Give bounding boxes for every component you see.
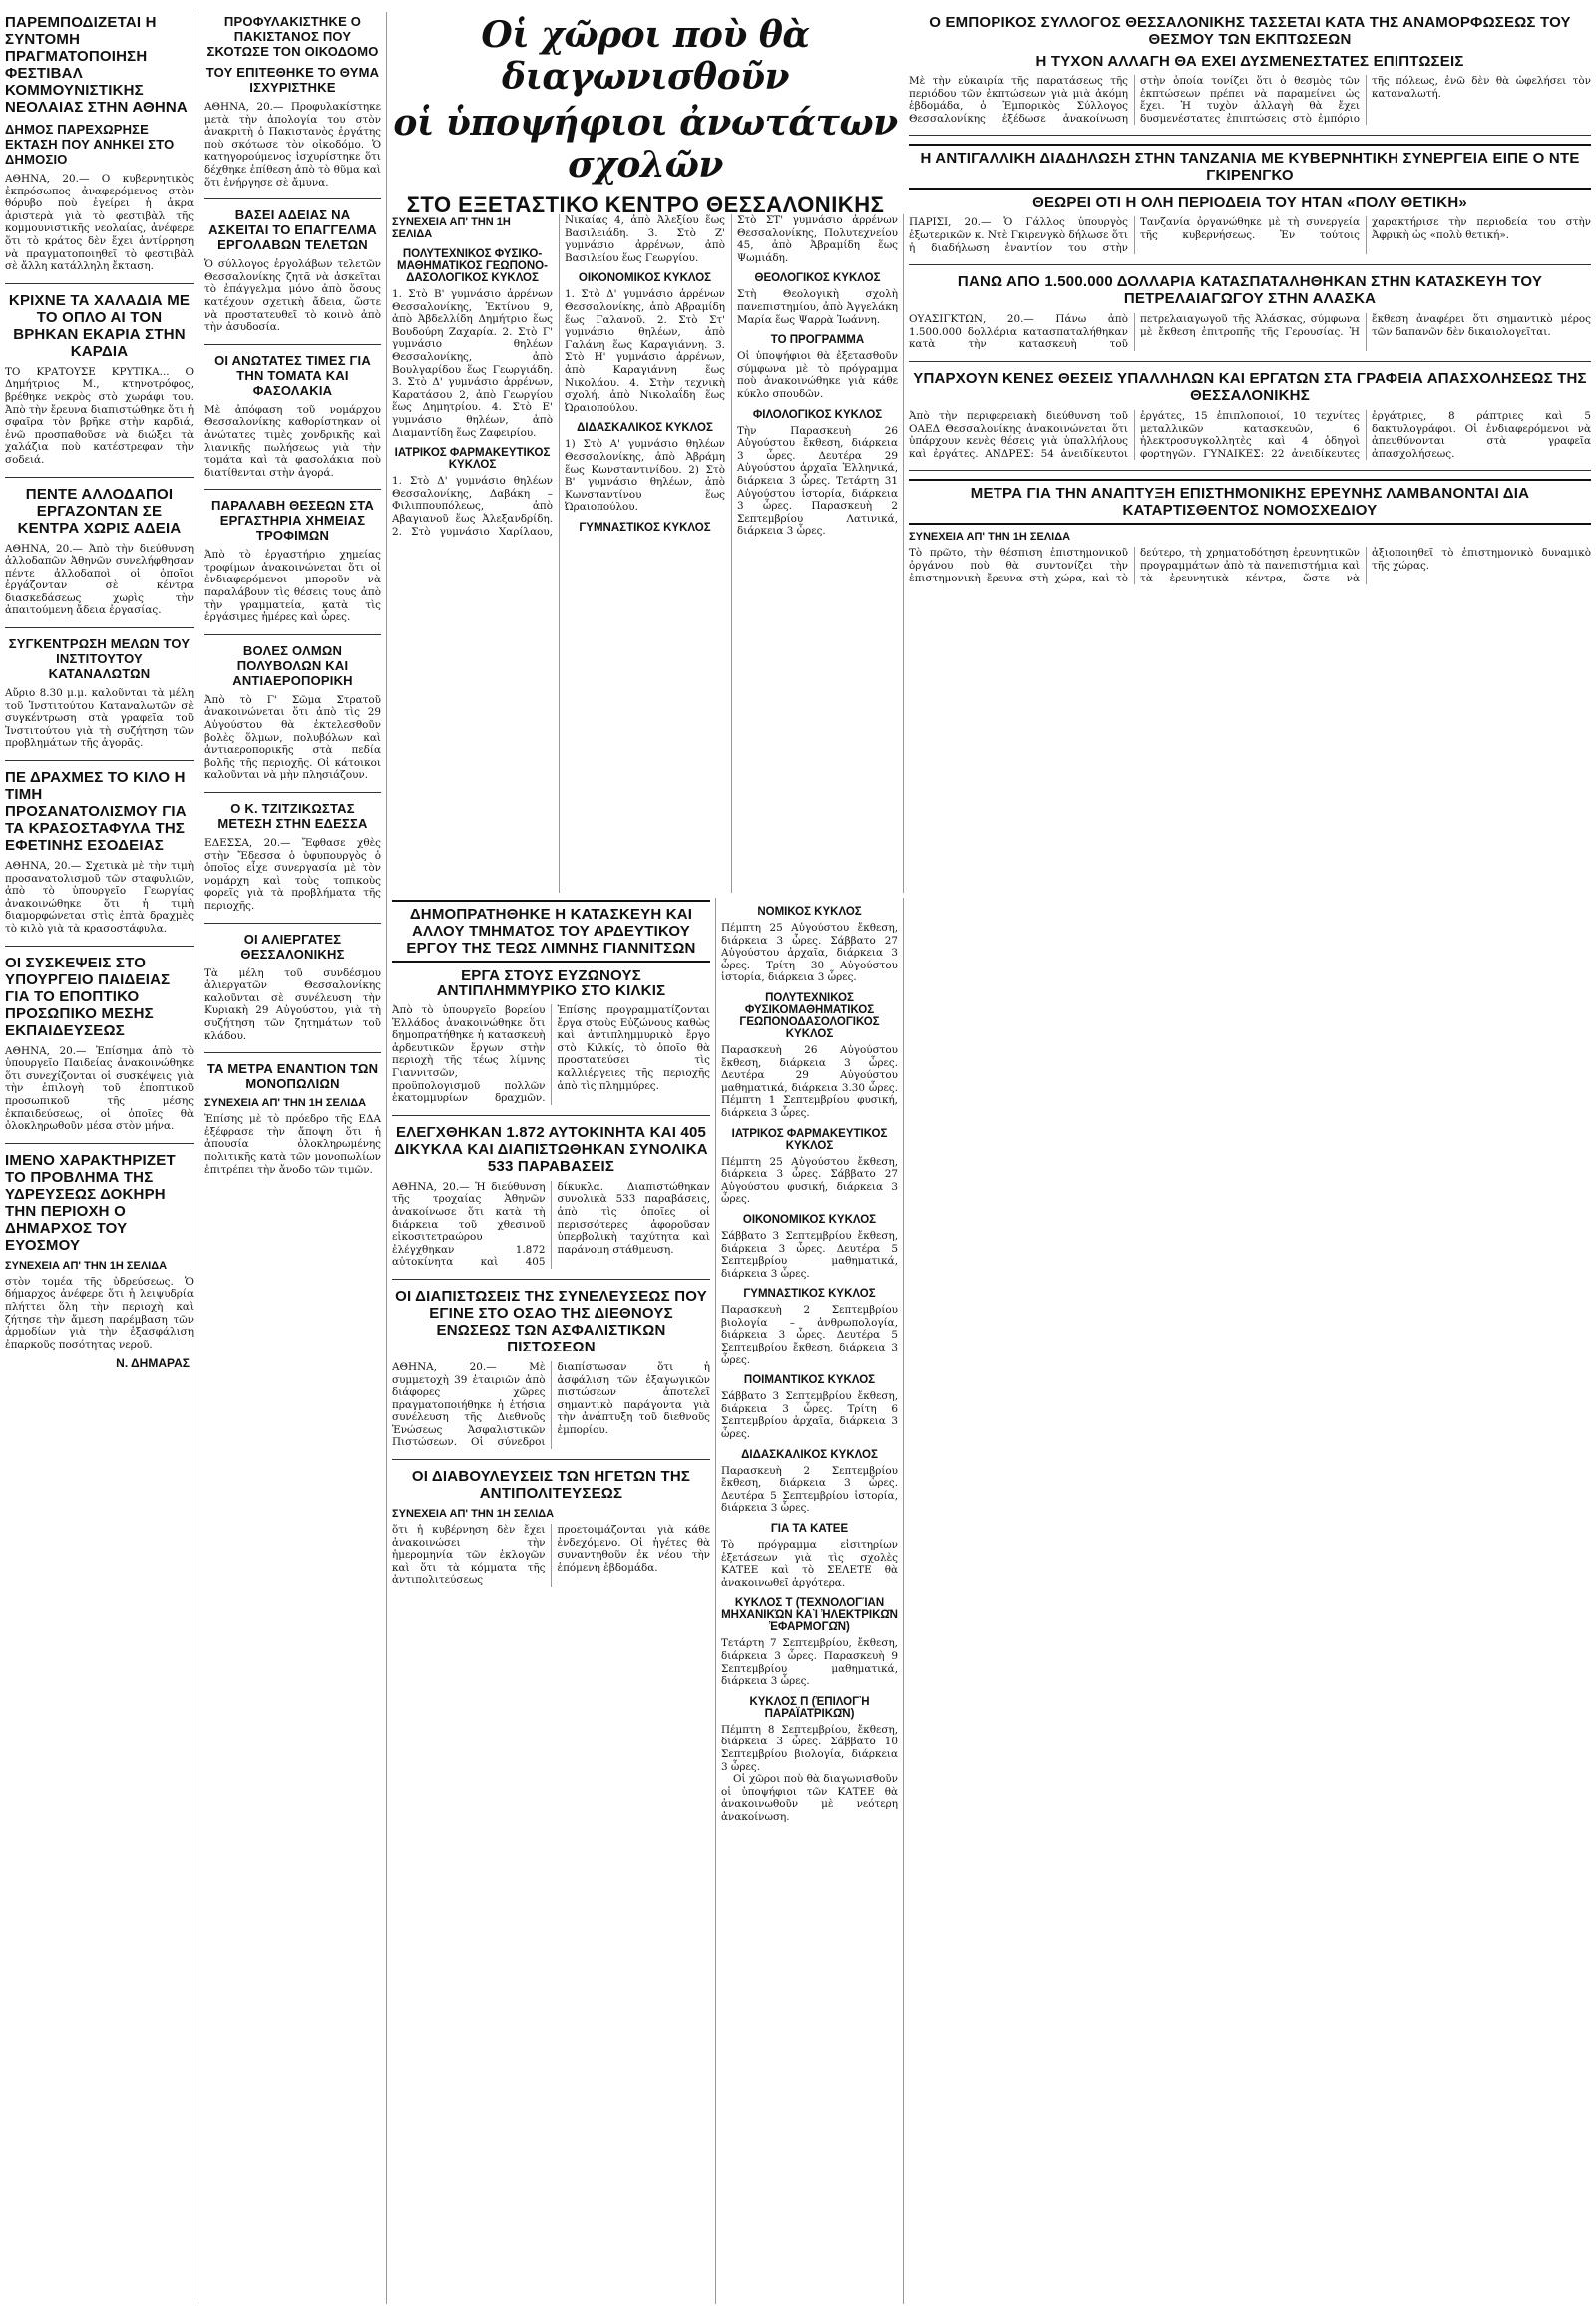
section-heading: ΠΟΛΥΤΕΧΝΙΚΟΣ ΦΥΣΙΚΟΜΑΘΗΜΑΤΙΚΟΣ ΓΕΩΠΟΝΟΔΑΣΟΛΟΓΙΚΟΣ ΚΥΚΛΟΣ (739, 991, 880, 1040)
headline: ΤΑ ΜΕΤΡΑ ΕΝΑΝΤΙΟΝ ΤΩΝ ΜΟΝΟΠΩΛΙΩΝ (206, 1061, 379, 1092)
article-body: ΠΑΡΙΣΙ, 20.— Ὁ Γάλλος ὑπουργὸς ἐξωτερικῶν κ. Ντὲ Γκιρενγκὸ δήλωσε ὅτι ἡ διαδήλωση ἐναντίον του στὴν Τανζανία ὀργανώθηκε μὲ τὴ συνεργεία τῆς κυβερνήσεως. Ἐν τούτοις χαρακτήρισε τὴν περιοδεία του στὴν Ἀφρικὴ ὡς «πολὺ θετική». (909, 216, 1591, 254)
section-text: Στὴ Θεολογικὴ σχολὴ πανεπιστημίου, ἀπὸ Ἀγγελάκη Μαρία ἕως Ψαρρὰ Ἰωάννη. (737, 288, 898, 326)
divider (5, 283, 194, 284)
section-heading: ΔΙΔΑΣΚΑΛΙΚΟΣ ΚΥΚΛΟΣ (577, 422, 713, 435)
column-second (200, 12, 387, 2304)
article (204, 353, 381, 480)
headline: ΙΜΕΝΟ ΧΑΡΑΚΤΗΡΙΖΕΤ ΤΟ ΠΡΟΒΛΗΜΑ ΤΗΣ ΥΔΡΕΥΣΕΩΣ ΔΟΚΗΡΗ ΤΗΝ ΠΕΡΙΟΧΗ Ο ΔΗΜΑΡΧΟΣ ΤΟΥ ΕΥΟΣΜΟΥ (5, 1151, 176, 1254)
article-body: Τὸ πρῶτο, τὴν θέσπιση ἐπιστημονικοῦ ὀργάνου ποὺ θὰ συντονίζει τὴν ἐπιστημονικὴ ἔρευνα στὴ χώρα, καὶ τὸ δεύτερο, τὴ χρηματοδότηση ἐρευνητικῶν προγραμμάτων ἀπὸ τὰ πανεπιστήμια καὶ τὰ ἐρευνητικὰ κέντρα, ὥστε νὰ ἀξιοποιηθεῖ τὸ ἐπιστημονικὸ δυναμικὸ τῆς χώρας. (909, 547, 1591, 584)
subheadline: ΔΗΜΟΣ ΠΑΡΕΧΩΡΗΣΕ ΕΚΤΑΣΗ ΠΟΥ ΑΝΗΚΕΙ ΣΤΟ ΔΗΜΟΣΙΟ (5, 122, 175, 167)
section-heading: ΓΥΜΝΑΣΤΙΚΟΣ ΚΥΚΛΟΣ (743, 1288, 876, 1301)
article-body: Ἀπὸ τὸ Γ' Σῶμα Στρατοῦ ἀνακοινώνεται ὅτι ἀπὸ τὶς 29 Αὐγούστου θὰ ἐκτελεσθοῦν βολὲς ὅλμων, πολυβόλων καὶ ἀντιαεροπορικῆς στὰ πεδία βολῆς τῆς περιοχῆς. Οἱ κάτοικοι καλοῦνται νὰ μὴν πλησιάζουν. (204, 693, 381, 782)
article-body: Ὁ σύλλογος ἐργολάβων τελετῶν Θεσσαλονίκης ζητᾶ νὰ ἀσκεῖται τὸ ἐπάγγελμα μόνο ἀπὸ ὅσους κατέχουν σχετικὴ ἄδεια, ὥστε νὰ προστατευθεῖ τὸ κοινὸ ἀπὸ τὴν ἀσυδοσία. (204, 258, 381, 334)
headline: ΒΑΣΕΙ ΑΔΕΙΑΣ ΝΑ ΑΣΚΕΙΤΑΙ ΤΟ ΕΠΑΓΓΕΛΜΑ ΕΡΓΟΛΑΒΩΝ ΤΕΛΕΤΩΝ (208, 207, 377, 253)
section-heading: ΔΙΔΑΣΚΑΛΙΚΟΣ ΚΥΚΛΟΣ (741, 1448, 878, 1461)
section-text: 1. Στὸ Δ' γυμνάσιο ἀρρένων Θεσσαλονίκης, ἀπὸ Αβραμίδη ἕως Γαλανοῦ. 2. Στὸ Στ' γυμνάσιο θηλέων, ἀπὸ Γαλάνη ἕως Καραγιάννη. 3. Στὸ Η' γυμνάσιο ἀρρένων, ἀπὸ Καραγιάννη ἕως Νικολάου. 4. Στὴν τεχνικὴ σχολή, ἀπὸ Νικολαΐδη ἕως Ὠραιοπούλου. (565, 288, 725, 414)
divider (909, 470, 1591, 471)
divider (204, 198, 381, 199)
headline: ΟΙ ΔΙΑΠΙΣΤΩΣΕΙΣ ΤΗΣ ΣΥΝΕΛΕΥΣΕΩΣ ΠΟΥ ΕΓΙΝΕ ΣΤΟ ΟΣΑΟ ΤΗΣ ΔΙΕΘΝΟΥΣ ΕΝΩΣΕΩΣ ΤΩΝ ΑΣΦΑΛΙΣΤΙΚΩΝ ΠΙΣΤΩΣΕΩΝ (395, 1287, 707, 1355)
article-body: ΑΘΗΝΑ, 20.— Ἀπὸ τὴν διεύθυνση ἀλλοδαπῶν Ἀθηνῶν συνελήφθησαν πέντε ἀλλοδαποὶ οἱ ὁποῖοι ἐργάζονταν σὲ κέντρα διασκεδάσεως χωρὶς τὴν ἀπαιτούμενη ἄδεια ἐργασίας. (5, 542, 194, 617)
article-body: ΤΟ ΚΡΑΤΟΥΣΕ ΚΡΥΤΙΚΑ... Ο Δημήτριος Μ., κτηνοτρόφος, βρέθηκε νεκρὸς στὸ χωράφι του. Ἀπὸ τὴν ἔρευνα διαπιστώθηκε ὅτι ἡ σφαῖρα τὸν βρῆκε στὴν καρδιά, ἐνῶ προσπαθοῦσε νὰ διώξει τὰ χαλάζια ποὺ κατέστρεφαν τὴν σοδειά. (5, 365, 194, 466)
article-body: Αὔριο 8.30 μ.μ. καλοῦνται τὰ μέλη τοῦ Ἰνστιτούτου Καταναλωτῶν σὲ συγκέντρωση στὰ γραφεῖα τοῦ Ἰνστιτούτου γιὰ τὴ συζήτηση τῶν προβλημάτων τῆς ἀγορᾶς. (5, 687, 194, 750)
section-text: Τὴν Παρασκευὴ 26 Αὐγούστου ἔκθεση, διάρκεια 3 ὧρες. Δευτέρα 29 Αὐγούστου ἀρχαῖα Ἑλληνικά, διάρκεια 3 ὧρες. Τετάρτη 31 Αὐγούστου ἱστορία, διάρκεια 3 ὧρες. Παρασκευὴ 2 Σεπτεμβρίου Λατινικά, διάρκεια 3 ὧρες. (737, 424, 898, 538)
divider (392, 1459, 710, 1460)
section-text: 1) Στὸ Α' γυμνάσιο θηλέων Θεσσαλονίκης, ἀπὸ Ἀβράμη ἕως Κωνσταντινίδου. 2) Στὸ Β' γυμνάσιο θηλέων, ἀπὸ Κωνσταντίνου ἕως Ὠραιοπούλου. (565, 438, 725, 514)
headline: ΜΕΤΡΑ ΓΙΑ ΤΗΝ ΑΝΑΠΤΥΞΗ ΕΠΙΣΤΗΜΟΝΙΚΗΣ ΕΡΕΥΝΗΣ ΛΑΜΒΑΝΟΝΤΑΙ ΔΙΑ ΚΑΤΑΡΤΙΣΘΕΝΤΟΣ ΝΟΜΟΣΧΕΔΙΟΥ (909, 479, 1591, 525)
divider (204, 792, 381, 793)
continuation-label: ΣΥΝΕΧΕΙΑ ΑΠ' ΤΗΝ 1Η ΣΕΛΙΔΑ (909, 531, 1071, 544)
subheadline: ΘΕΩΡΕΙ ΟΤΙ Η ΟΛΗ ΠΕΡΙΟΔΕΙΑ ΤΟΥ ΗΤΑΝ «ΠΟΛΥ ΘΕΤΙΚΗ» (1032, 194, 1467, 212)
headline: ΟΙ ΑΝΩΤΑΤΕΣ ΤΙΜΕΣ ΓΙΑ ΤΗΝ ΤΟΜΑΤΑ ΚΑΙ ΦΑΣΟΛΑΚΙΑ (214, 352, 371, 398)
headline: ΟΙ ΔΙΑΒΟΥΛΕΥΣΕΙΣ ΤΩΝ ΗΓΕΤΩΝ ΤΗΣ ΑΝΤΙΠΟΛΙΤΕΥΣΕΩΣ (411, 1468, 691, 1503)
article (5, 636, 194, 750)
article-body: ΑΘΗΝΑ, 20.— Μὲ συμμετοχὴ 39 ἐταιριῶν ἀπὸ διάφορες χῶρες πραγματοποιήθηκε ἡ ἐτήσια συνέλευση τῆς Διεθνοῦς Ἑνώσεως Ἀσφαλιστικῶν Πιστώσεων. Οἱ σύνεδροι διαπίστωσαν ὅτι ἡ ἀσφάλιση τῶν ἐξαγωγικῶν πιστώσεων ἀποτελεῖ σημαντικὸ παράγοντα γιὰ τὴν ἀνάπτυξη τοῦ διεθνοῦς ἐμπορίου. (392, 1360, 710, 1449)
article (909, 14, 1591, 125)
headline: ΠΑΝΩ ΑΠΟ 1.500.000 ΔΟΛΛΑΡΙΑ ΚΑΤΑΣΠΑΤΑΛΗΘΗΚΑΝ ΣΤΗΝ ΚΑΤΑΣΚΕΥΗ ΤΟΥ ΠΕΤΡΕΛΑΙΑΓΩΓΟΥ ΣΤΗΝ ΑΛΑΣΚΑ (957, 273, 1543, 308)
section-heading: ΤΟ ΠΡΟΓΡΑΜΜΑ (770, 334, 865, 347)
article-body: ΑΘΗΝΑ, 20.— Ἡ διεύθυνση τῆς τροχαίας Ἀθηνῶν ἀνακοίνωσε ὅτι κατὰ τὴ διάρκεια τοῦ χθεσινοῦ εἰκοσιτετραώρου ἐλέγχθηκαν 1.872 αὐτοκίνητα καὶ 405 δίκυκλα. Διαπιστώθηκαν συνολικὰ 533 παραβάσεις, ἀπὸ τὶς ὁποῖες οἱ περισσότερες ἀφοροῦσαν ὑπερβολικὴ ταχύτητα καὶ παράνομη στάθμευση. (392, 1180, 710, 1269)
continuation-label: ΣΥΝΕΧΕΙΑ ΑΠ' ΤΗΝ 1Η ΣΕΛΙΔΑ (5, 1259, 168, 1272)
article-body: Ἐπίσης μὲ τὸ πρόεδρο τῆς ΕΔΑ ἐξέφρασε τὴν ἄποψη ὅτι ἡ ἀπουσία ὁλοκληρωμένης πολιτικῆς κατὰ τῶν μονοπωλίων ἐπιτρέπει τὴν ἄνοδο τῶν τιμῶν. (204, 1113, 381, 1176)
section-heading: ΓΥΜΝΑΣΤΙΚΟΣ ΚΥΚΛΟΣ (579, 521, 711, 534)
headline: Η ΑΝΤΙΓΑΛΛΙΚΗ ΔΙΑΔΗΛΩΣΗ ΣΤΗΝ ΤΑΝΖΑΝΙΑ ΜΕ ΚΥΒΕΡΝΗΤΙΚΗ ΣΥΝΕΡΓΕΙΑ ΕΙΠΕ Ο ΝΤΕ ΓΚΙΡΕΝΓΚΟ (909, 144, 1591, 190)
article (5, 955, 194, 1133)
article-body: στὸν τομέα τῆς ὑδρεύσεως. Ὁ δήμαρχος ἀνέφερε ὅτι ἡ λειψυδρία πλήττει ὅλη τὴν περιοχὴ καὶ ζήτησε τὴν ἄμεση παρέμβαση τῶν ἁρμοδίων γιὰ τὴν ἐξασφάλιση ἐπαρκοῦς ποσότητας νεροῦ. (5, 1275, 194, 1351)
section-text: Παρασκευὴ 2 Σεπτεμβρίου βιολογία – ἀνθρωπολογία, διάρκεια 3 ὧρες. Δευτέρα 5 Σεπτεμβρίου ἔκθεση, διάρκεια 3 ὧρες. (721, 1304, 898, 1366)
divider (204, 634, 381, 635)
column-left (0, 12, 200, 2304)
section-text: Πέμπτη 25 Αὐγούστου ἔκθεση, διάρκεια 3 ὧρες. Σάββατο 27 Αὐγούστου ἀρχαῖα, διάρκεια 3 ὧρες. Τρίτη 30 Αὐγούστου ἱστορία, διάρκεια 3 ὧρες. (721, 922, 898, 984)
article (204, 932, 381, 1043)
section-heading: ΙΑΤΡΙΚΟΣ ΦΑΡΜΑΚΕΥΤΙΚΟΣ ΚΥΚΛΟΣ (731, 1127, 888, 1152)
article (5, 769, 194, 936)
article (909, 370, 1591, 460)
article-body: ΑΘΗΝΑ, 20.— Ο κυβερνητικὸς ἐκπρόσωπος ἀναφερόμενος στὸν θόρυβο ποὺ ἐγείρει ἡ ἀκρα ἀριστερὰ γιὰ τὸ φεστιβὰλ τῆς κομμουνιστικῆς νεολαίας, ἀνέφερε ὅτι τὸ κράτος δὲν ἔχει ἀντίρρηση νὰ πραγματοποιηθεῖ τὸ φεστιβὰλ σὲ ἄλλη κατάλληλη ἔκταση. (5, 173, 194, 273)
exam-program-column (716, 898, 904, 2304)
continuation-label: ΣΥΝΕΧΕΙΑ ΑΠ' ΤΗΝ 1Η ΣΕΛΙΔΑ (392, 1508, 555, 1521)
section-text: 1. Στὸ Β' γυμνάσιο ἀρρένων Θεσσαλονίκης, Ἐκτίνου 9, ἀπὸ Ἀβδελλίδη Δημήτριο ἕως Βουδούρη Ζαχαρία. 2. Στὸ Γ' γυμνάσιο θηλέων Θεσσαλονίκης, ἀπὸ Βουλγαρίδου ἕως Γεωργιάδη. 3. Στὸ Δ' γυμνάσιο ἀρρένων, Καρατάσου 2, ἀπὸ Γεωργίου ἕως Δημητρίου. 4. Στὸ Ε' γυμνάσιο θηλέων, ἀπὸ Διαμαντίδη ἕως Ζαφειρίου. (392, 288, 553, 439)
section-text: Στὸ ΣΤ' γυμνάσιο ἀρρένων Θεσσαλονίκης, Πολυτεχνείου 45, ἀπὸ Ἀβραμίδη ἕως Ψωμιάδη. (737, 214, 898, 264)
article-body: ΕΔΕΣΣΑ, 20.— Ἔφθασε χθὲς στὴν Ἔδεσσα ὁ ὑφυπουργὸς ὁ ὁποῖος εἶχε συνεργασία μὲ τὸν νομάρχη καὶ τοὺς τοπικοὺς φορεῖς γιὰ τὰ προβλήματα τῆς περιοχῆς. (204, 837, 381, 912)
divider (5, 760, 194, 761)
article (909, 479, 1591, 584)
divider (909, 264, 1591, 265)
article (204, 801, 381, 913)
section-text: Πέμπτη 25 Αὐγούστου ἔκθεση, διάρκεια 3 ὧρες. Σάββατο 27 Αὐγούστου φυσική, διάρκεια 3 ὧρες. (721, 1155, 898, 1206)
section-heading: ΚΥΚΛΟΣ Τ (ΤΕΧΝΟΛΟΓΊΑΝ ΜΗΧΑΝΙΚΏΝ ΚΑῚ ἨΛΕΚΤΡΙΚΩ͂Ν ἘΦΑΡΜΟΓΩ͂Ν) (721, 1597, 898, 1634)
article (204, 498, 381, 624)
article-body: Ἀπὸ τὸ ἐργαστήριο χημείας τροφίμων ἀνακοινώνεται ὅτι οἱ ἐνδιαφερόμενοι μποροῦν νὰ παραλάβουν τὶς θέσεις τους ἀπὸ τὴν γραμματεία, κατὰ τὶς ἐργάσιμες ἡμέρες καὶ ὧρες. (204, 549, 381, 624)
headline: ΥΠΑΡΧΟΥΝ ΚΕΝΕΣ ΘΕΣΕΙΣ ΥΠΑΛΛΗΛΩΝ ΚΑΙ ΕΡΓΑΤΩΝ ΣΤΑ ΓΡΑΦΕΙΑ ΑΠΑΣΧΟΛΗΣΕΩΣ ΤΗΣ ΘΕΣΣΑΛΟΝΙΚΗΣ (913, 369, 1587, 404)
exam-centers-article (387, 214, 904, 893)
article-body: Τὰ μέλη τοῦ συνδέσμου ἁλιεργατῶν Θεσσαλονίκης καλοῦνται σὲ συνέλευση τὴν Κυριακὴ 29 Αὐγούστου, γιὰ τὴ συζήτηση τῶν ζητημάτων τοῦ κλάδου. (204, 966, 381, 1042)
divider (5, 946, 194, 947)
headline: ΠΡΟΦΥΛΑΚΙΣΤΗΚΕ Ο ΠΑΚΙΣΤΑΝΟΣ ΠΟΥ ΣΚΟΤΩΣΕ ΤΟΝ ΟΙΚΟΔΟΜΟ (206, 14, 379, 59)
divider (204, 923, 381, 924)
section-text: Οἱ χῶροι ποὺ θὰ διαγωνισθοῦν οἱ ὑποψήφιοι τῶν ΚΑΤΕΕ θὰ ἀνακοινωθοῦν μὲ νεότερη ἀνακοίνωση. (721, 1773, 898, 1823)
main-headline-line-2: οἱ ὑποψήφιοι ἀνωτάτων σχολῶν (393, 102, 898, 186)
article-body: ΑΘΗΝΑ, 20.— Σχετικὰ μὲ τὴν τιμὴ προσανατολισμοῦ τῶν σταφυλιῶν, ἀπὸ τὸ ὑπουργεῖο Γεωργίας ἀνακοινώθηκε ὅτι ἡ τιμὴ διαμορφώνεται στὶς ἐπτὰ δραχμὲς τὸ κιλὸ γιὰ τὰ κρασοστάφυλα. (5, 860, 194, 935)
middle-lower-area (387, 898, 716, 2304)
divider (204, 1052, 381, 1053)
article-body: Μὲ τὴν εὐκαιρία τῆς παρατάσεως τῆς περιόδου τῶν ἐκπτώσεων γιὰ μιὰ ἀκόμη ἑβδομάδα, ὁ Ἐμπορικὸς Σύλλογος Θεσσαλονίκης ἐξέδωσε ἀνακοίνωση στὴν ὁποία τονίζει ὅτι ὁ θεσμὸς τῶν ἐκπτώσεων πρέπει νὰ παραμείνει ὡς ἔχει. Ἡ τυχὸν ἀλλαγὴ θὰ ἔχει δυσμενέστατες ἐπιπτώσεις στὸ ἐμπόριο τῆς πόλεως, ἐνῶ δὲν θὰ ὠφελήσει τὸν καταναλωτή. (909, 75, 1591, 125)
divider (392, 1279, 710, 1280)
article (392, 1288, 710, 1449)
continuation-label: ΣΥΝΕΧΕΙΑ ΑΠ' ΤΗΝ 1Η ΣΕΛΙΔΑ (392, 216, 511, 240)
article (5, 14, 194, 273)
divider (204, 344, 381, 345)
article-body: Ἀπὸ τὸ ὑπουργεῖο βορείου Ἑλλάδος ἀνακοινώθηκε ὅτι δημοπρατήθηκε ἡ κατασκευὴ ἀρδευτικῶν ἔργων στὴν περιοχὴ τῆς τέως λίμνης Γιαννιτσῶν, προϋπολογισμοῦ πολλῶν ἑκατομμυρίων δραχμῶν. Ἐπίσης προγραμματίζονται ἔργα στοὺς Εὐζώνους καθὼς καὶ ἀντιπλημμυρικὸ ἔργο στὸ Κιλκίς, τὸ ὁποῖο θὰ προστατεύσει τὶς καλλιέργειες τῆς περιοχῆς ἀπὸ τὶς πλημμύρες. (392, 1004, 710, 1105)
headline: Ο ΕΜΠΟΡΙΚΟΣ ΣΥΛΛΟΓΟΣ ΘΕΣΣΑΛΟΝΙΚΗΣ ΤΑΣΣΕΤΑΙ ΚΑΤΑ ΤΗΣ ΑΝΑΜΟΡΦΩΣΕΩΣ ΤΟΥ ΘΕΣΜΟΥ ΤΩΝ ΕΚΠΤΩΣΕΩΝ (929, 14, 1571, 48)
main-headline (387, 10, 904, 217)
headline: ΠΑΡΑΛΑΒΗ ΘΕΣΕΩΝ ΣΤΑ ΕΡΓΑΣΤΗΡΙΑ ΧΗΜΕΙΑΣ ΤΡΟΦΙΜΩΝ (211, 498, 374, 544)
main-headline-subtitle: ΣΤΟ ΕΞΕΤΑΣΤΙΚΟ ΚΕΝΤΡΟ ΘΕΣΣΑΛΟΝΙΚΗΣ (406, 193, 885, 217)
article (204, 207, 381, 334)
section-heading: ΟΙΚΟΝΟΜΙΚΟΣ ΚΥΚΛΟΣ (578, 272, 712, 285)
section-heading: ΓΙΑ ΤΑ ΚΑΤΕΕ (770, 1523, 849, 1535)
divider (204, 489, 381, 490)
section-heading: ΦΙΛΟΛΟΓΙΚΟΣ ΚΥΚΛΟΣ (752, 408, 883, 421)
section-text: Παρασκευὴ 2 Σεπτεμβρίου ἔκθεση, διάρκεια 3 ὧρες. Δευτέρα 5 Σεπτεμβρίου ἱστορία, διάρκεια 3 ὧρες. (721, 1464, 898, 1515)
article (204, 643, 381, 782)
divider (5, 627, 194, 628)
byline: Ν. ΔΗΜΑΡΑΣ (116, 1356, 190, 1371)
article (909, 144, 1591, 254)
main-headline-line-1: Οἱ χῶροι ποὺ θὰ διαγωνισθοῦν (481, 14, 810, 98)
article (392, 1124, 710, 1269)
section-heading: ΠΟΙΜΑΝΤΙΚΟΣ ΚΥΚΛΟΣ (743, 1374, 876, 1387)
headline: ΠΑΡΕΜΠΟΔΙΖΕΤΑΙ Η ΣΥΝΤΟΜΗ ΠΡΑΓΜΑΤΟΠΟΙΗΣΗ ΦΕΣΤΙΒΑΛ ΚΟΜΜΟΥΝΙΣΤΙΚΗΣ ΝΕΟΛΑΙΑΣ ΣΤΗΝ ΑΘΗΝΑ (5, 14, 188, 116)
right-area (904, 12, 1596, 2304)
section-heading: ΘΕΟΛΟΓΙΚΟΣ ΚΥΚΛΟΣ (754, 272, 881, 285)
section-text: 1. Στὸ Δ' γυμνάσιο θηλέων Θεσσαλονίκης, Δαβάκη – Φιλιππουπόλεως, ἀπὸ Αβαγιανοῦ ἕως Ἀλεξανδρίδη. 2. Στὸ γυμνάσιο Χαρίλαου, Νικαίας 4, ἀπὸ Ἀλεξίου ἕως Βασιλειάδη. 3. Στὸ Ζ' γυμνάσιο ἀρρένων, ἀπὸ Βασιλείου ἕως Γεωργίου. (392, 214, 725, 538)
subheadline: Η ΤΥΧΟΝ ΑΛΛΑΓΗ ΘΑ ΕΧΕΙ ΔΥΣΜΕΝΕΣΤΑΤΕΣ ΕΠΙΠΤΩΣΕΙΣ (1035, 53, 1464, 70)
article (392, 900, 710, 1105)
headline: ΔΗΜΟΠΡΑΤΗΘΗΚΕ Η ΚΑΤΑΣΚΕΥΗ ΚΑΙ ΑΛΛΟΥ ΤΜΗΜΑΤΟΣ ΤΟΥ ΑΡΔΕΥΤΙΚΟΥ ΕΡΓΟΥ ΤΗΣ ΤΕΩΣ ΛΙΜΝΗΣ ΓΙΑΝΝΙΤΣΩΝ (392, 900, 710, 963)
divider (392, 1115, 710, 1116)
article (5, 486, 194, 618)
section-heading: ΚΥΚΛΟΣ Π (ἘΠΙΛΟΓῊ ΠΑΡΑΪΑΤΡΙΚΩ͂Ν) (749, 1695, 870, 1720)
headline: ΣΥΓΚΕΝΤΡΩΣΗ ΜΕΛΩΝ ΤΟΥ ΙΝΣΤΙΤΟΥΤΟΥ ΚΑΤΑΝΑΛΩΤΩΝ (8, 636, 191, 682)
divider (909, 361, 1591, 362)
article-body: Ἀπὸ τὴν περιφερειακὴ διεύθυνση τοῦ ΟΑΕΔ Θεσσαλονίκης ἀνακοινώνεται ὅτι ὑπάρχουν κενὲς θέσεις γιὰ ὑπαλλήλους καὶ ἐργάτες. ΑΝΔΡΕΣ: 54 ἀνειδίκευτοι ἐργάτες, 15 ἐπιπλοποιοί, 10 τεχνίτες μεταλλικῶν κατασκευῶν, 6 ἠλεκτροσυγκολλητὲς καὶ 4 ὁδηγοὶ φορτηγῶν. ΓΥΝΑΙΚΕΣ: 22 ἀνειδίκευτες ἐργάτριες, 8 ράπτριες καὶ 5 δακτυλογράφοι. Οἱ ἐνδιαφερόμενοι νὰ ἀπευθύνονται στὰ γραφεῖα ἀπασχολήσεως. (909, 409, 1591, 460)
divider (5, 1143, 194, 1144)
section-text: Παρασκευὴ 26 Αὐγούστου ἔκθεση, διάρκεια 3 ὧρες. Δευτέρα 29 Αὐγούστου μαθηματικά, διάρκεια 3.30 ὧρες. Πέμπτη 1 Σεπτεμβρίου φυσική, διάρκεια 3 ὧρες. (721, 1043, 898, 1119)
article (909, 273, 1591, 351)
headline: ΒΟΛΕΣ ΟΛΜΩΝ ΠΟΛΥΒΟΛΩΝ ΚΑΙ ΑΝΤΙΑΕΡΟΠΟΡΙΚΗ (232, 642, 353, 688)
section-text: Τὸ πρόγραμμα εἰσιτηρίων ἐξετάσεων γιὰ τὶς σχολὲς ΚΑΤΕΕ καὶ τὸ ΣΕΛΕΤΕ θὰ ἀνακοινωθεῖ ἀργότερα. (721, 1539, 898, 1589)
headline: ΕΛΕΓΧΘΗΚΑΝ 1.872 ΑΥΤΟΚΙΝΗΤΑ ΚΑΙ 405 ΔΙΚΥΚΛΑ ΚΑΙ ΔΙΑΠΙΣΤΩΘΗΚΑΝ ΣΥΝΟΛΙΚΑ 533 ΠΑΡΑΒΑΣΕΙΣ (394, 1123, 708, 1175)
article (204, 1061, 381, 1176)
article (392, 1468, 710, 1587)
divider (5, 477, 194, 478)
divider (909, 135, 1591, 136)
article (5, 1152, 194, 1371)
article-body: ΑΘΗΝΑ, 20.— Ἐπίσημα ἀπὸ τὸ ὑπουργεῖο Παιδείας ἀνακοινώθηκε ὅτι συνεχίζονται οἱ συσκέψεις γιὰ τὴν ἐπιλογὴ τοῦ ἐποπτικοῦ προσωπικοῦ τῆς μέσης ἐκπαιδεύσεως, οἱ ὁποῖες θὰ ὁλοκληρωθοῦν μέσα στὸν μήνα. (5, 1044, 194, 1133)
section-heading: ΠΟΛΥΤΕΧΝΙΚΟΣ ΦΥΣΙΚΟ-ΜΑΘΗΜΑΤΙΚΟΣ ΓΕΩΠΟΝΟ-ΔΑΣΟΛΟΓΙΚΟΣ ΚΥΚΛΟΣ (397, 248, 548, 284)
subheadline: ΤΟΥ ΕΠΙΤΕΘΗΚΕ ΤΟ ΘΥΜΑ ΙΣΧΥΡΙΣΤΗΚΕ (205, 65, 380, 95)
section-text: Τετάρτη 7 Σεπτεμβρίου, ἔκθεση, διάρκεια 3 ὧρες. Παρασκευὴ 9 Σεπτεμβρίου μαθηματικά, διάρκεια 3 ὧρες. (721, 1637, 898, 1688)
subheadline: ΕΡΓΑ ΣΤΟΥΣ ΕΥΖΩΝΟΥΣ ΑΝΤΙΠΛΗΜΜΥΡΙΚΟ ΣΤΟ ΚΙΛΚΙΣ (436, 967, 666, 999)
article-body: ΟΥΑΣΙΓΚΤΩΝ, 20.— Πάνω ἀπὸ 1.500.000 δολλάρια κατασπαταλήθηκαν κατὰ τὴν κατασκευὴ τοῦ πετρελαιαγωγοῦ τῆς Ἀλάσκας, σύμφωνα μὲ ἔκθεση ἐπιτροπῆς τῆς Γερουσίας. Ἡ ἔκθεση ἀναφέρει ὅτι σημαντικὸ μέρος τῶν δαπανῶν δὲν δικαιολογεῖται. (909, 313, 1591, 351)
article-body: ὅτι ἡ κυβέρνηση δὲν ἔχει ἀνακοινώσει τὴν ἡμερομηνία τῶν ἐκλογῶν καὶ ὅτι τὰ κόμματα τῆς ἀντιπολιτεύσεως προετοιμάζονται γιὰ κάθε ἐνδεχόμενο. Οἱ ἡγέτες θὰ συναντηθοῦν ἐκ νέου τὴν ἑπόμενη ἑβδομάδα. (392, 1524, 710, 1587)
headline: Ο Κ. ΤΖΙΤΖΙΚΩΣΤΑΣ ΜΕΤΕΣΗ ΣΤΗΝ ΕΔΕΣΣΑ (217, 801, 368, 831)
section-text: Οἱ ὑποψήφιοι θὰ ἐξετασθοῦν σύμφωνα μὲ τὸ πρόγραμμα ποὺ ἀνακοινώθηκε γιὰ κάθε κύκλο σπουδῶν. (737, 350, 898, 400)
headline: ΠΕΝΤΕ ΑΛΛΟΔΑΠΟΙ ΕΡΓΑΖΟΝΤΑΝ ΣΕ ΚΕΝΤΡΑ ΧΩΡΙΣ ΑΔΕΙΑ (17, 485, 182, 537)
headline: ΟΙ ΣΥΣΚΕΨΕΙΣ ΣΤΟ ΥΠΟΥΡΓΕΙΟ ΠΑΙΔΕΙΑΣ ΓΙΑ ΤΟ ΕΠΟΠΤΙΚΟ ΠΡΟΣΩΠΙΚΟ ΜΕΣΗΣ ΕΚΠΑΙΔΕΥΣΕΩΣ (5, 954, 171, 1039)
section-heading: ΟΙΚΟΝΟΜΙΚΟΣ ΚΥΚΛΟΣ (742, 1213, 877, 1226)
article (204, 14, 381, 189)
article-body: Μὲ ἀπόφαση τοῦ νομάρχου Θεσσαλονίκης καθορίστηκαν οἱ ἀνώτατες τιμὲς χονδρικῆς καὶ λιανικῆς πωλήσεως γιὰ τὴν τομάτα καὶ τὰ φασολάκια ποὺ διατίθενται στὴν ἀγορά. (204, 403, 381, 479)
headline: ΟΙ ΑΛΙΕΡΓΑΤΕΣ ΘΕΣΣΑΛΟΝΙΚΗΣ (240, 931, 345, 962)
section-text: Σάββατο 3 Σεπτεμβρίου ἔκθεση, διάρκεια 3 ὧρες. Τρίτη 6 Σεπτεμβρίου ἀρχαῖα, διάρκεια 3 ὧρες. (721, 1390, 898, 1441)
section-text: Πέμπτη 8 Σεπτεμβρίου, ἔκθεση, διάρκεια 3 ὧρες. Σάββατο 10 Σεπτεμβρίου βιολογία, διάρκεια 3 ὧρες. (721, 1723, 898, 1773)
headline: ΚΡΙΧΝΕ ΤΑ ΧΑΛΑΔΙΑ ΜΕ ΤΟ ΟΠΛΟ ΑΙ ΤΟΝ ΒΡΗΚΑΝ ΕΚΑΡΙΑ ΣΤΗΝ ΚΑΡΔΙΑ (8, 291, 191, 360)
section-heading: ΙΑΤΡΙΚΟΣ ΦΑΡΜΑΚΕΥΤΙΚΟΣ ΚΥΚΛΟΣ (394, 447, 551, 472)
section-text: Σάββατο 3 Σεπτεμβρίου ἔκθεση, διάρκεια 3 ὧρες. Δευτέρα 5 Σεπτεμβρίου μαθηματικά, διάρκεια 3 ὧρες. (721, 1229, 898, 1280)
article-body: ΑΘΗΝΑ, 20.— Προφυλακίστηκε μετὰ τὴν ἀπολογία του στὸν ἀνακριτὴ ὁ Πακιστανὸς ἐργάτης ποὺ σκότωσε τὸν οἰκοδόμο. Ὁ κατηγορούμενος ἰσχυρίστηκε ὅτι δέχθηκε ἐπίθεση ἀπὸ τὸ θῦμα καὶ ὅτι ἐνήργησε σὲ ἄμυνα. (204, 101, 381, 189)
headline: ΠΕ ΔΡΑΧΜΕΣ ΤΟ ΚΙΛΟ Η ΤΙΜΗ ΠΡΟΣΑΝΑΤΟΛΙΣΜΟΥ ΓΙΑ ΤΑ ΚΡΑΣΟΣΤΑΦΥΛΑ ΤΗΣ ΕΦΕΤΙΝΗΣ ΕΣΟΔΕΙΑΣ (5, 769, 187, 855)
section-heading: ΝΟΜΙΚΟΣ ΚΥΚΛΟΣ (757, 906, 862, 918)
continuation-label: ΣΥΝΕΧΕΙΑ ΑΠ' ΤΗΝ 1Η ΣΕΛΙΔΑ (204, 1097, 367, 1110)
article (5, 292, 194, 467)
